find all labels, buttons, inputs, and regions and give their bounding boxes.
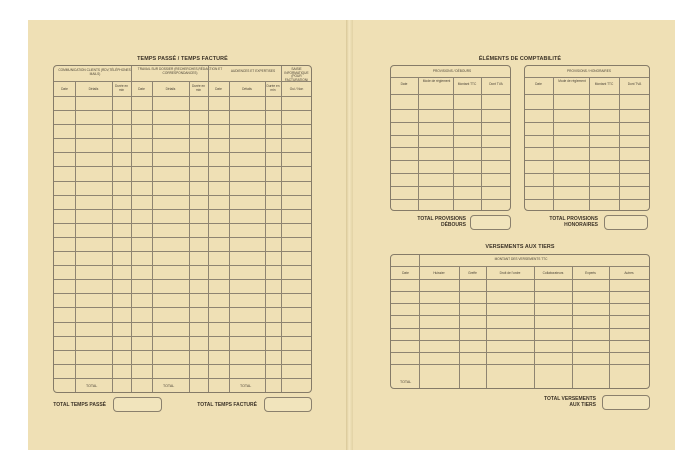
grid-col-line <box>619 77 620 210</box>
grid-row-line <box>391 122 510 123</box>
time-total-row-3: TOTAL <box>240 384 252 388</box>
total-temps-facture-label: TOTAL TEMPS FACTURÉ <box>197 402 257 408</box>
grid-row-line <box>54 124 311 125</box>
total-honoraires-label-1: TOTAL PROVISIONS <box>549 216 598 222</box>
debours-col-tva: Dont TVA <box>489 82 503 86</box>
col-date-2: Date <box>138 87 145 91</box>
grid-col-line <box>75 81 76 392</box>
col-duree-2: Durée en min <box>191 84 206 92</box>
grid-row-line <box>391 364 649 365</box>
grid-row-line <box>54 166 311 167</box>
grid-col-line <box>486 266 487 388</box>
time-section-title: TEMPS PASSÉ / TEMPS FACTURÉ <box>137 56 228 62</box>
grid-row-line <box>54 181 311 182</box>
col-details-1: Détails <box>88 87 99 91</box>
grid-col-line <box>229 81 230 392</box>
grid-row-line <box>525 109 649 110</box>
group-header-travail: TRAVAIL SUR DOSSIER (RECHERCHES,RÉDACTION ET CORRESPONDANCES) <box>137 67 223 75</box>
grid-row-line <box>525 122 649 123</box>
grid-row-line <box>54 322 311 323</box>
total-versements-label <box>530 396 596 408</box>
col-duree-1: Durée en min <box>114 84 129 92</box>
group-header-communication: COMMUNICATION CLIENTS (RDV,TÉLÉPHONES, MAILS) <box>58 68 132 76</box>
grid-row-line <box>391 303 649 304</box>
grid-row-line <box>391 160 510 161</box>
grid-row-line <box>54 195 311 196</box>
total-honoraires-field[interactable] <box>604 215 648 230</box>
total-versements-label-2: AUX TIERS <box>569 402 596 408</box>
grid-col-line <box>418 77 419 210</box>
grid-col-line <box>112 81 113 392</box>
grid-row-line <box>391 77 510 78</box>
grid-row-line <box>54 152 311 153</box>
grid-row-line <box>391 173 510 174</box>
grid-row-line <box>391 147 510 148</box>
total-honoraires-label <box>536 216 598 228</box>
grid-col-line <box>589 77 590 210</box>
time-total-row-2: TOTAL <box>163 384 175 388</box>
debours-col-montant: Montant TTC <box>457 82 477 86</box>
grid-row-line <box>54 279 311 280</box>
grid-row-line <box>54 265 311 266</box>
versements-col-autres: Autres <box>624 271 634 275</box>
grid-row-line <box>54 364 311 365</box>
versements-table <box>390 254 650 389</box>
fold-crease <box>346 20 353 450</box>
grid-row-line <box>391 199 510 200</box>
versements-col-date: Date <box>402 271 409 275</box>
grid-col-line <box>281 66 282 392</box>
col-date-3: Date <box>215 87 222 91</box>
honoraires-col-montant: Montant TTC <box>594 82 614 86</box>
debours-col-mode: Mode de règlement <box>422 79 451 83</box>
grid-row-line <box>391 279 649 280</box>
col-details-2: Détails <box>165 87 176 91</box>
grid-row-line <box>391 94 510 95</box>
total-debours-field[interactable] <box>470 215 511 230</box>
total-temps-passe-label: TOTAL TEMPS PASSÉ <box>53 402 106 408</box>
grid-col-line <box>265 81 266 392</box>
debours-col-date: Date <box>400 82 408 86</box>
total-debours-label <box>404 216 466 228</box>
col-oui-non: Oui / Non <box>289 87 304 91</box>
total-debours-label-2: DÉBOURS <box>440 222 466 228</box>
grid-row-line <box>525 173 649 174</box>
grid-row-line <box>54 336 311 337</box>
grid-row-line <box>54 223 311 224</box>
grid-row-line <box>54 110 311 111</box>
grid-col-line <box>481 77 482 210</box>
col-date-1: Date <box>61 87 68 91</box>
versements-col-huissier: Huissier <box>433 271 445 275</box>
honoraires-header: PROVISIONS / HONORAIRES <box>567 69 611 73</box>
debours-header: PROVISIONS / DÉBOURS <box>432 69 472 73</box>
grid-row-line <box>54 350 311 351</box>
versements-col-greffe: Greffe <box>468 271 477 275</box>
grid-row-line <box>391 352 649 353</box>
col-duree-3: Durée en min <box>266 84 280 92</box>
grid-col-line <box>572 266 573 388</box>
time-total-row-1: TOTAL <box>86 384 98 388</box>
provisions-debours-table <box>390 65 511 211</box>
grid-col-line <box>189 81 190 392</box>
provisions-honoraires-table <box>524 65 650 211</box>
total-temps-facture-field[interactable] <box>264 397 312 412</box>
grid-row-line <box>391 109 510 110</box>
total-honoraires-label-2: HONORAIRES <box>564 222 598 228</box>
grid-row-line <box>54 138 311 139</box>
grid-row-line <box>525 77 649 78</box>
grid-row-line <box>54 81 311 82</box>
honoraires-col-date: Date <box>535 82 542 86</box>
grid-col-line <box>152 81 153 392</box>
total-debours-label-1: TOTAL PROVISIONS <box>417 216 466 222</box>
grid-row-line <box>54 378 311 379</box>
grid-col-line <box>131 66 132 392</box>
grid-row-line <box>54 251 311 252</box>
grid-col-line <box>553 77 554 210</box>
col-details-3: Détails <box>242 87 252 91</box>
grid-row-line <box>525 135 649 136</box>
total-versements-label-1: TOTAL VERSEMENTS <box>544 396 596 402</box>
grid-row-line <box>391 291 649 292</box>
accounting-section-title: ÉLÉMENTS DE COMPTABILITÉ <box>478 56 562 62</box>
grid-row-line <box>54 209 311 210</box>
versements-col-droit: Droit de l'ordre <box>499 271 521 275</box>
grid-row-line <box>54 96 311 97</box>
honoraires-col-mode: Mode de règlement <box>558 79 586 83</box>
time-table <box>53 65 312 393</box>
versements-title: VERSEMENTS AUX TIERS <box>485 244 555 250</box>
grid-row-line <box>391 135 510 136</box>
grid-row-line <box>525 160 649 161</box>
grid-row-line <box>525 147 649 148</box>
grid-row-line <box>54 237 311 238</box>
grid-col-line <box>609 266 610 388</box>
versements-col-collaborateurs: Collaborateurs <box>542 271 564 275</box>
versements-header: MONTANT DES VERSEMENTS TTC <box>494 257 548 261</box>
grid-row-line <box>391 186 510 187</box>
versements-col-experts: Experts <box>585 271 596 275</box>
grid-row-line <box>391 328 649 329</box>
grid-col-line <box>453 77 454 210</box>
grid-col-line <box>459 266 460 388</box>
grid-col-line <box>208 66 209 392</box>
grid-row-line <box>54 307 311 308</box>
grid-row-line <box>391 266 649 267</box>
grid-row-line <box>391 340 649 341</box>
grid-row-line <box>525 199 649 200</box>
grid-row-line <box>525 94 649 95</box>
grid-row-line <box>54 293 311 294</box>
group-header-audiences: AUDIENCES ET EXPERTISES <box>230 69 276 73</box>
honoraires-col-tva: Dont TVA <box>627 82 642 86</box>
grid-row-line <box>525 186 649 187</box>
versements-total-row: TOTAL <box>400 380 412 384</box>
grid-row-line <box>391 315 649 316</box>
total-versements-field[interactable] <box>602 395 650 410</box>
grid-col-line <box>419 255 420 388</box>
grid-col-line <box>534 266 535 388</box>
total-temps-passe-field[interactable] <box>113 397 162 412</box>
group-header-saisie: SAISIE INFORMATIQUE (POUR FACTURATION) <box>284 67 309 82</box>
